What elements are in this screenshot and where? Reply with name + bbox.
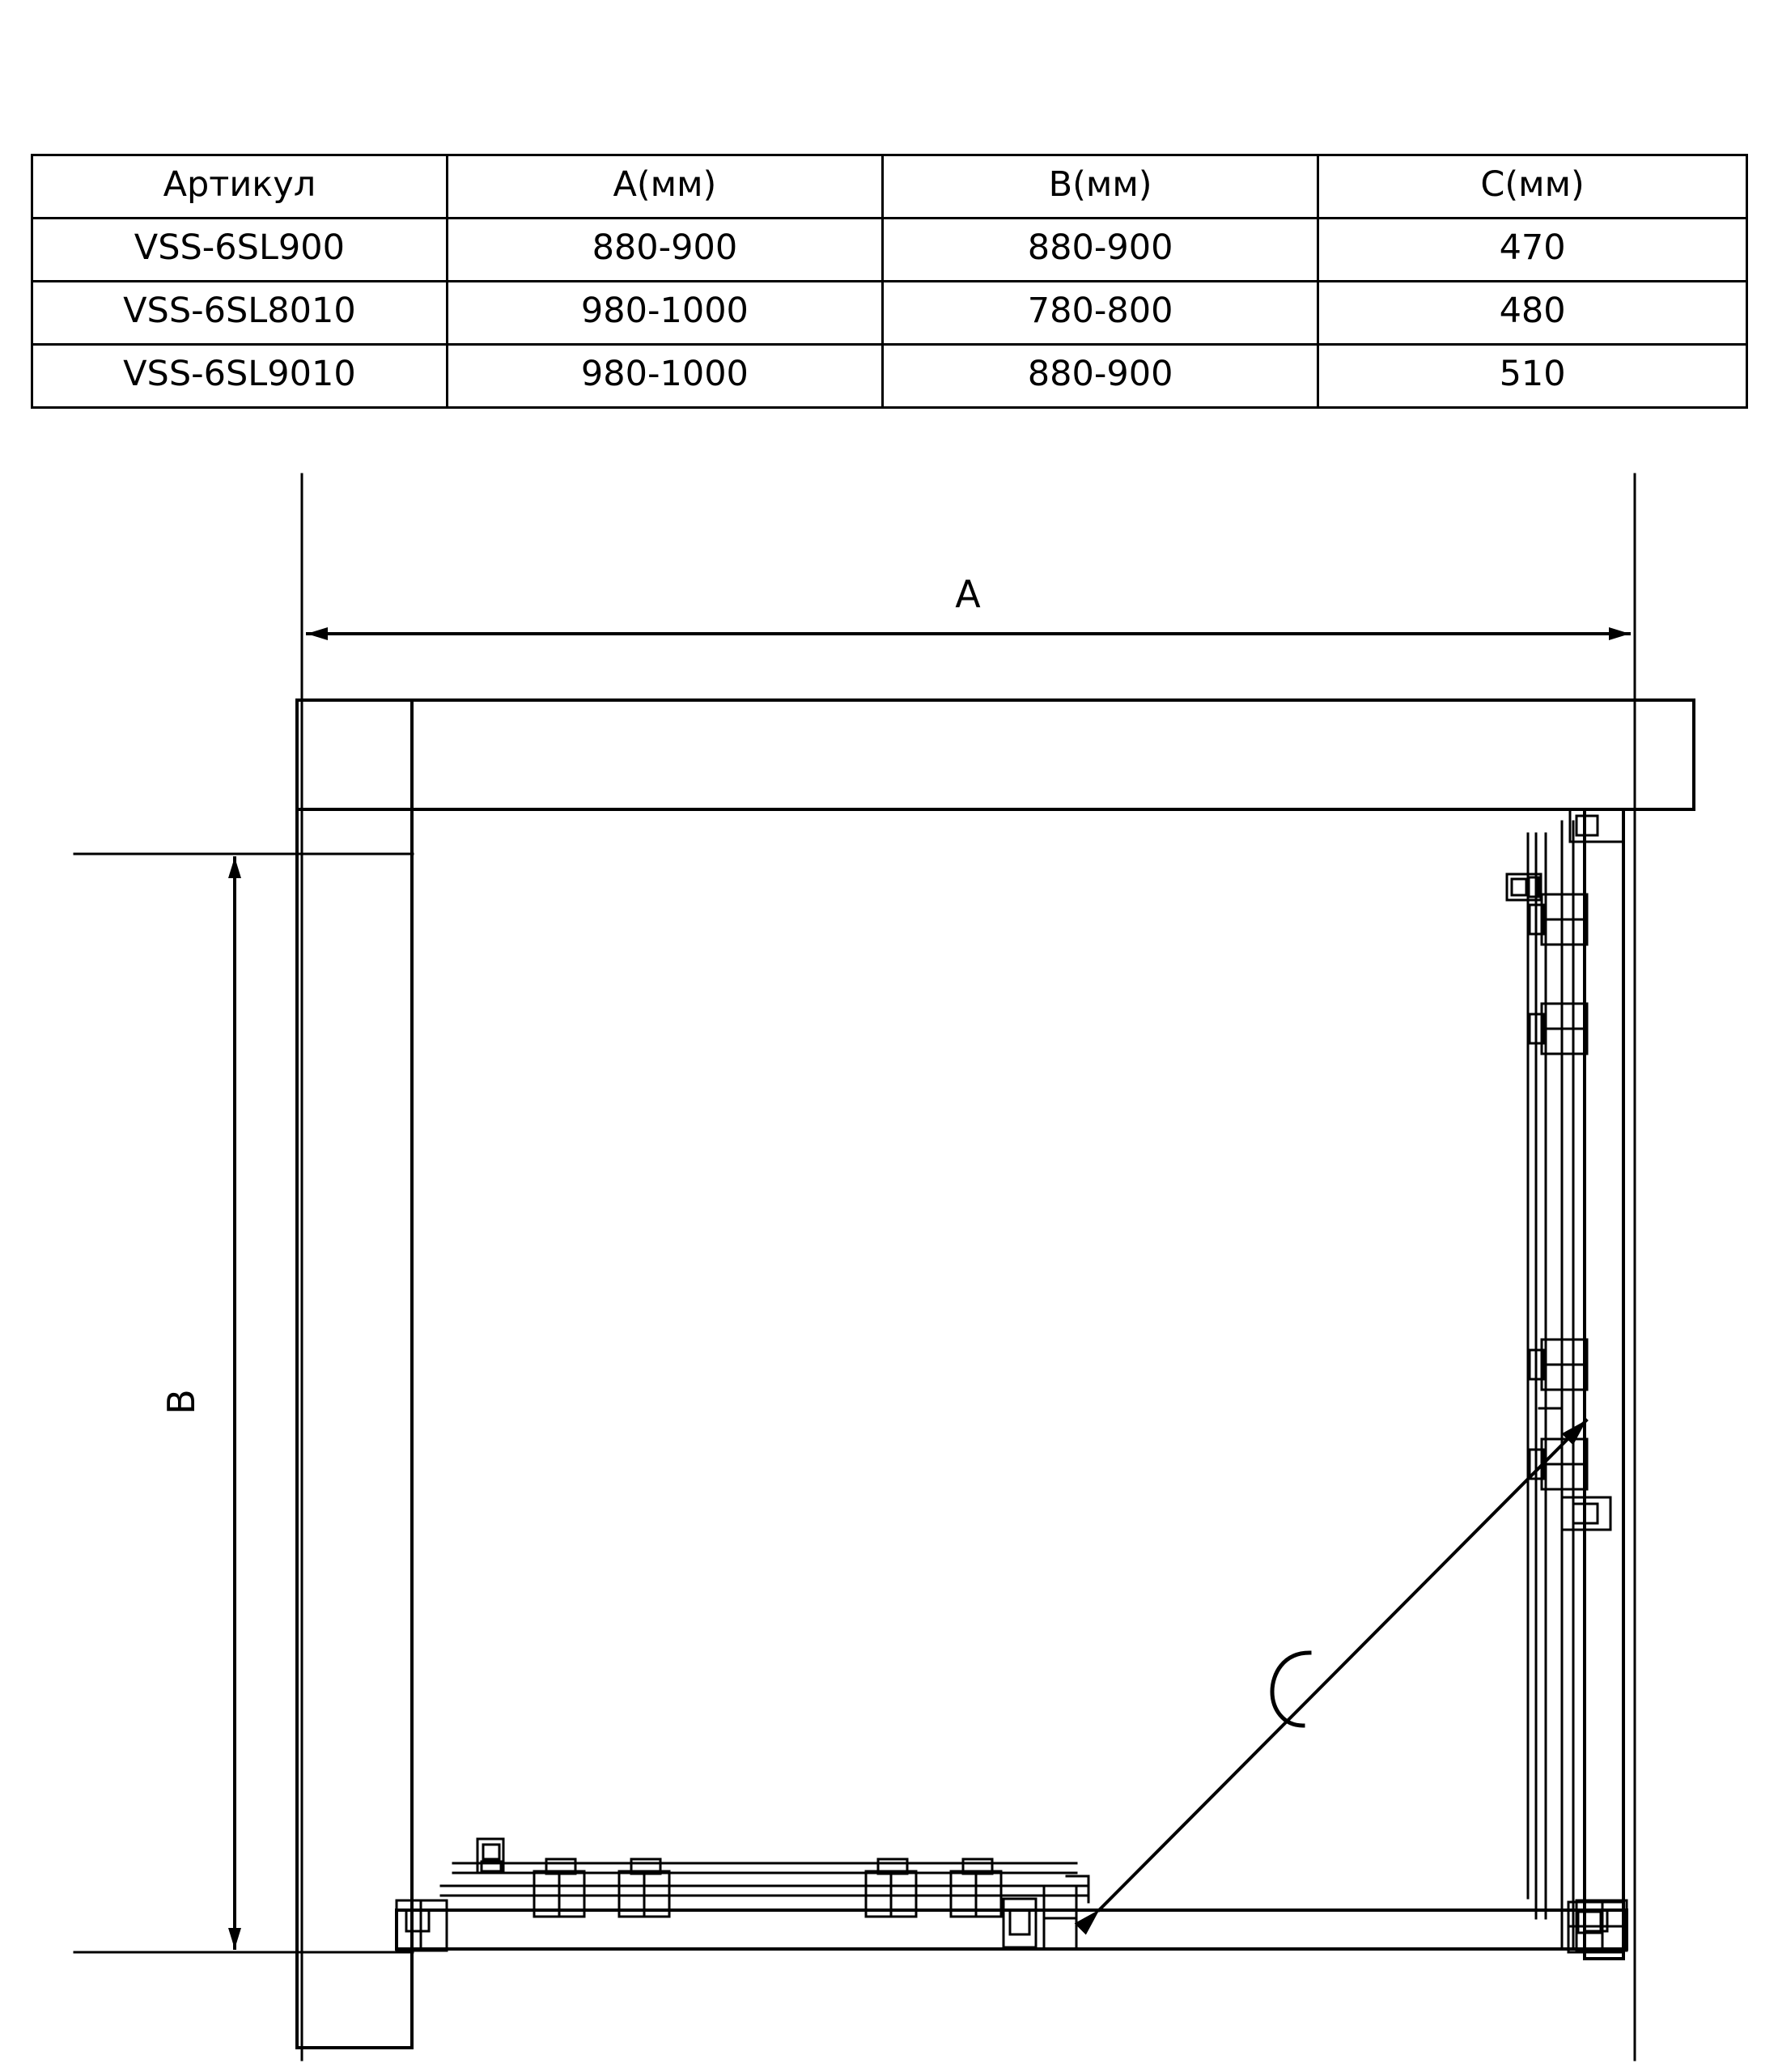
column-header-c: C(мм) [1318, 155, 1747, 219]
cell-c: 510 [1318, 345, 1747, 408]
dimension-label-b: B [159, 1389, 203, 1415]
dimension-label-a: A [955, 572, 981, 616]
cell-a: 880-900 [447, 219, 882, 282]
specification-table [31, 154, 1748, 409]
table-row [32, 219, 1747, 282]
technical-drawing [0, 453, 1778, 2072]
column-header-b: B(мм) [883, 155, 1318, 219]
cell-b: 880-900 [883, 345, 1318, 408]
left-wall-profile [297, 700, 412, 2048]
cell-c: 470 [1318, 219, 1747, 282]
cell-b: 880-900 [883, 219, 1318, 282]
top-wall-profile [297, 700, 1694, 809]
witness-lines [74, 474, 1635, 2060]
table-header-row [32, 155, 1747, 219]
cell-article: VSS-6SL8010 [32, 282, 448, 345]
cell-c: 480 [1318, 282, 1747, 345]
cell-a: 980-1000 [447, 345, 882, 408]
cell-b: 780-800 [883, 282, 1318, 345]
column-header-article: Артикул [32, 155, 448, 219]
right-door-assembly [1507, 809, 1623, 1959]
cell-article: VSS-6SL900 [32, 219, 448, 282]
table-row [32, 282, 1747, 345]
cell-article: VSS-6SL9010 [32, 345, 448, 408]
dimension-c [1067, 1384, 1586, 1910]
table-row [32, 345, 1747, 408]
bottom-door-assembly [397, 1839, 1627, 1951]
column-header-a: A(мм) [447, 155, 882, 219]
cell-a: 980-1000 [447, 282, 882, 345]
